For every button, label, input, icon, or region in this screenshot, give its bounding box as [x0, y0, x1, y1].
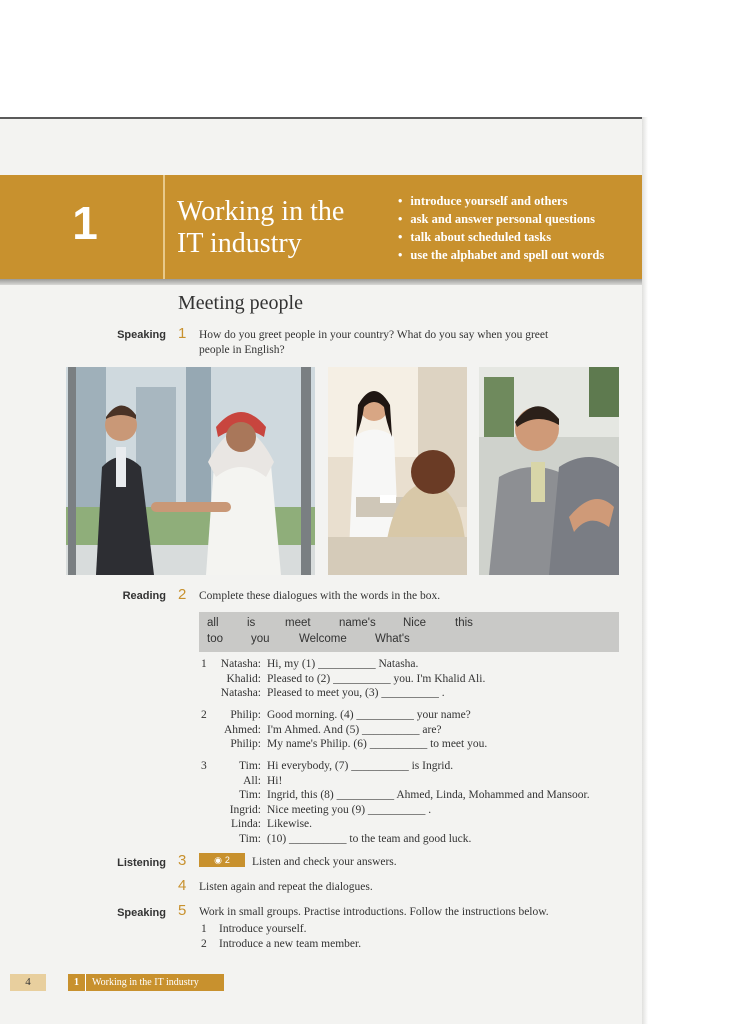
page-edge-shadow — [642, 117, 648, 1024]
exercise-1-line-1: How do you greet people in your country? What do you say when you greet — [199, 329, 549, 341]
unit-title — [177, 196, 344, 260]
handshake-photo — [66, 367, 315, 575]
dialogue-line: Hi! — [267, 774, 283, 787]
skill-label-speaking: Speaking — [117, 329, 166, 341]
unit-number: 1 — [72, 197, 98, 249]
exercise-2-text: Complete these dialogues with the words in the box. — [199, 590, 441, 602]
instruction-list — [201, 922, 361, 952]
speaker: All: — [243, 774, 261, 787]
dialogue-line: (10) __________ to the team and good luck. — [267, 832, 472, 845]
exercise-number-4: 4 — [178, 877, 187, 894]
objective-item: • introduce yourself and others — [398, 192, 604, 210]
speaker: Natasha: — [220, 658, 261, 670]
exercise-number-3: 3 — [178, 852, 187, 869]
word-box-word: too — [207, 633, 223, 645]
word-box-word: you — [251, 633, 270, 645]
dialogue-number: 3 — [201, 760, 207, 772]
dialogue-line: Likewise. — [267, 818, 313, 830]
exercise-number-1: 1 — [178, 325, 187, 342]
page-number: 4 — [10, 974, 46, 991]
word-box-word: this — [455, 617, 473, 629]
dialogue-line: Pleased to meet you, (3) __________ . — [267, 687, 445, 699]
exercise-1-line-2: people in English? — [199, 344, 285, 356]
objective-item: • use the alphabet and spell out words — [398, 246, 604, 264]
word-box-word: is — [247, 617, 256, 629]
speaker: Tim: — [239, 789, 261, 801]
audio-track-badge[interactable] — [199, 853, 245, 867]
exercise-5-text: Work in small groups. Practise introductions. Follow the instructions below. — [199, 906, 549, 918]
skill-label-listening: Listening — [117, 857, 166, 869]
hug-photo — [479, 367, 619, 575]
dialogue-1 — [201, 657, 485, 701]
instruction-text: Introduce yourself. — [219, 923, 307, 935]
section-title: Meeting people — [178, 292, 303, 314]
objective-item: • ask and answer personal questions — [398, 210, 604, 228]
exercise-number-5: 5 — [178, 902, 187, 919]
speaker: Philip: — [230, 709, 261, 721]
word-box-word: meet — [285, 617, 311, 629]
exercise-1-text — [199, 328, 548, 358]
speaker: Ahmed: — [223, 723, 261, 736]
footer-unit-number: 1 — [68, 974, 86, 991]
exercise-number-2: 2 — [178, 586, 187, 603]
objective-item: • talk about scheduled tasks — [398, 228, 604, 246]
exercise-4-text: Listen again and repeat the dialogues. — [199, 881, 373, 893]
speaker: Natasha: — [220, 687, 261, 699]
unit-title-line-1: Working in the — [177, 196, 345, 227]
skill-label-speaking: Speaking — [117, 907, 166, 919]
speaker: Tim: — [239, 832, 261, 845]
word-box-word: What's — [375, 633, 410, 645]
speaker: Ingrid: — [229, 803, 261, 816]
instruction-number: 1 — [201, 923, 207, 935]
speaker: Khalid: — [226, 672, 261, 685]
unit-objectives — [398, 192, 604, 264]
audio-track-number: 2 — [224, 855, 230, 865]
dialogue-3 — [201, 759, 590, 846]
dialogue-number: 1 — [201, 658, 207, 670]
word-box-word: name's — [339, 617, 376, 629]
business-card-photo — [328, 367, 467, 575]
dialogue-line: Nice meeting you (9) __________ . — [267, 803, 432, 816]
dialogue-2 — [201, 708, 487, 752]
word-box-word: Nice — [403, 617, 427, 629]
instruction-text: Introduce a new team member. — [219, 938, 362, 950]
dialogue-line: Pleased to (2) __________ you. I'm Khalid Ali. — [267, 672, 486, 685]
word-box-word: Welcome — [299, 633, 347, 645]
footer-unit-title: Working in the IT industry — [92, 977, 199, 988]
banner-bottom-band — [0, 279, 642, 285]
unit-title-line-2: IT industry — [177, 228, 302, 259]
word-box — [199, 612, 619, 652]
skill-label-reading: Reading — [122, 590, 166, 602]
audio-cd-icon: ◉ — [214, 854, 222, 865]
dialogue-line: I'm Ahmed. And (5) __________ are? — [267, 723, 442, 736]
dialogue-number: 2 — [201, 709, 207, 721]
speaker: Philip: — [230, 738, 261, 750]
banner-divider — [163, 175, 165, 279]
speaker: Tim: — [239, 760, 261, 772]
dialogue-line: Ingrid, this (8) __________ Ahmed, Linda, Mohammed and Mansoor. — [267, 789, 590, 801]
dialogue-line: Good morning. (4) __________ your name? — [267, 709, 471, 721]
dialogue-line: Hi, my (1) __________ Natasha. — [267, 658, 419, 670]
dialogue-line: Hi everybody, (7) __________ is Ingrid. — [267, 760, 454, 772]
instruction-number: 2 — [201, 938, 207, 950]
exercise-3-text: Listen and check your answers. — [252, 856, 397, 868]
speaker: Linda: — [230, 818, 261, 830]
footer-unit-tab — [68, 974, 224, 991]
word-box-word: all — [207, 617, 219, 629]
dialogue-line: My name's Philip. (6) __________ to meet you. — [267, 738, 488, 750]
